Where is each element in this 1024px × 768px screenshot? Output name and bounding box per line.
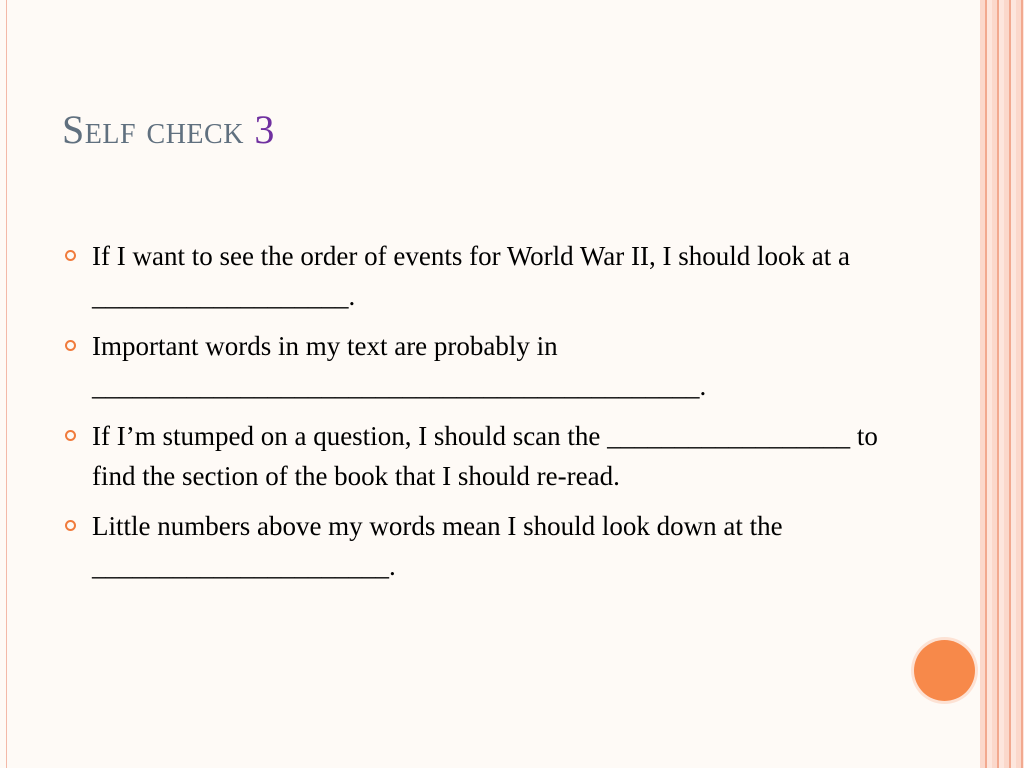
bullet-circle-icon [65, 340, 76, 351]
title-text: Self check [62, 107, 244, 152]
decorative-circle-icon [914, 640, 975, 701]
slide-title [62, 106, 275, 153]
bullet-item [62, 236, 882, 316]
bullet-item [62, 326, 882, 406]
title-number: 3 [254, 107, 275, 152]
bullet-list [62, 236, 882, 596]
bullet-item [62, 506, 882, 586]
bullet-circle-icon [65, 430, 76, 441]
bullet-circle-icon [65, 250, 76, 261]
decorative-stripes [980, 0, 1024, 768]
bullet-text: Important words in my text are probably in _____________________________________________. [92, 331, 707, 401]
bullet-circle-icon [65, 520, 76, 531]
bullet-text: Little numbers above my words mean I should look down at the ______________________. [92, 511, 783, 581]
bullet-text: If I’m stumped on a question, I should scan the __________________ to find the section of the book that I should re-read. [92, 421, 878, 491]
bullet-item [62, 416, 882, 496]
bullet-text: If I want to see the order of events for World War II, I should look at a ___________________. [92, 241, 850, 311]
